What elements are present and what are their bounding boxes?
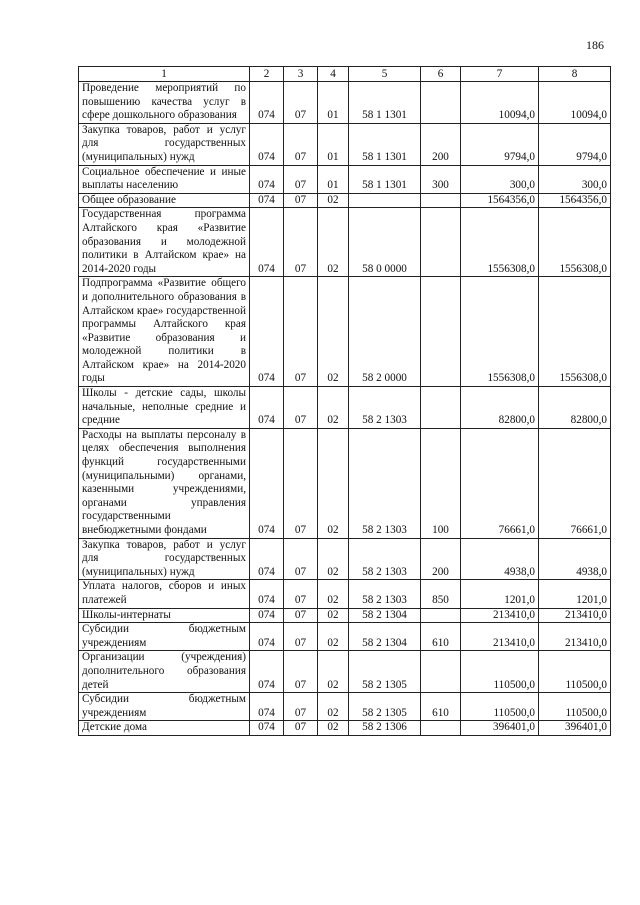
table-row bbox=[79, 580, 611, 608]
table-row bbox=[79, 721, 611, 736]
table-row bbox=[79, 123, 611, 165]
target-item-code: 58 2 1304 bbox=[349, 608, 421, 623]
amount-col8: 213410,0 bbox=[539, 623, 611, 651]
subsection-code: 01 bbox=[318, 123, 349, 165]
expense-type-code bbox=[421, 193, 461, 208]
table-row bbox=[79, 428, 611, 538]
expense-type-code: 200 bbox=[421, 538, 461, 580]
item-name: Организации (учреждения) дополнительного образования детей bbox=[79, 651, 250, 693]
target-item-code: 58 0 0000 bbox=[349, 208, 421, 277]
item-name: Закупка товаров, работ и услуг для государственных (муниципальных) нужд bbox=[79, 538, 250, 580]
target-item-code: 58 2 1306 bbox=[349, 721, 421, 736]
amount-col8: 213410,0 bbox=[539, 608, 611, 623]
item-name: Расходы на выплаты персоналу в целях обеспечения выполнения функций государственными (муниципальными) органами, казенными учреждениями, органами управления государственными внебюджетными фондами bbox=[79, 428, 250, 538]
item-name: Подпрограмма «Развитие общего и дополнительного образования в Алтайском крае» государственной программы Алтайского края «Развитие образования и молодежной политики в Алтайском крае» на 2014-2020 годы bbox=[79, 277, 250, 387]
item-name: Государственная программа Алтайского края «Развитие образования и молодежной политики в Алтайском крае» на 2014-2020 годы bbox=[79, 208, 250, 277]
expense-type-code bbox=[421, 277, 461, 387]
section-code: 07 bbox=[284, 693, 318, 721]
admin-code: 074 bbox=[250, 538, 284, 580]
admin-code: 074 bbox=[250, 623, 284, 651]
subsection-code: 02 bbox=[318, 277, 349, 387]
amount-col8: 76661,0 bbox=[539, 428, 611, 538]
table-row bbox=[79, 193, 611, 208]
admin-code: 074 bbox=[250, 193, 284, 208]
subsection-code: 01 bbox=[318, 165, 349, 193]
admin-code: 074 bbox=[250, 651, 284, 693]
item-name: Уплата налогов, сборов и иных платежей bbox=[79, 580, 250, 608]
header-cell-1: 1 bbox=[79, 67, 250, 82]
table-row bbox=[79, 82, 611, 124]
amount-col8: 10094,0 bbox=[539, 82, 611, 124]
target-item-code: 58 2 1303 bbox=[349, 428, 421, 538]
target-item-code: 58 2 1304 bbox=[349, 623, 421, 651]
item-name: Закупка товаров, работ и услуг для государственных (муниципальных) нужд bbox=[79, 123, 250, 165]
admin-code: 074 bbox=[250, 428, 284, 538]
amount-col8: 1564356,0 bbox=[539, 193, 611, 208]
subsection-code: 02 bbox=[318, 608, 349, 623]
section-code: 07 bbox=[284, 538, 318, 580]
item-name: Детские дома bbox=[79, 721, 250, 736]
section-code: 07 bbox=[284, 123, 318, 165]
expense-type-code: 610 bbox=[421, 693, 461, 721]
admin-code: 074 bbox=[250, 277, 284, 387]
item-name: Проведение мероприятий по повышению качества услуг в сфере дошкольного образования bbox=[79, 82, 250, 124]
table-row bbox=[79, 538, 611, 580]
amount-col7: 213410,0 bbox=[461, 608, 539, 623]
admin-code: 074 bbox=[250, 693, 284, 721]
amount-col8: 300,0 bbox=[539, 165, 611, 193]
item-name: Общее образование bbox=[79, 193, 250, 208]
item-name: Социальное обеспечение и иные выплаты населению bbox=[79, 165, 250, 193]
amount-col7: 1556308,0 bbox=[461, 277, 539, 387]
header-row bbox=[79, 67, 611, 82]
admin-code: 074 bbox=[250, 208, 284, 277]
target-item-code: 58 2 1305 bbox=[349, 651, 421, 693]
page-number: 186 bbox=[586, 38, 604, 52]
admin-code: 074 bbox=[250, 82, 284, 124]
subsection-code: 02 bbox=[318, 721, 349, 736]
amount-col8: 110500,0 bbox=[539, 693, 611, 721]
amount-col7: 110500,0 bbox=[461, 693, 539, 721]
amount-col7: 300,0 bbox=[461, 165, 539, 193]
header-cell-4: 4 bbox=[318, 67, 349, 82]
subsection-code: 02 bbox=[318, 428, 349, 538]
header-cell-7: 7 bbox=[461, 67, 539, 82]
target-item-code bbox=[349, 193, 421, 208]
table-row bbox=[79, 165, 611, 193]
expense-type-code bbox=[421, 721, 461, 736]
section-code: 07 bbox=[284, 580, 318, 608]
section-code: 07 bbox=[284, 651, 318, 693]
target-item-code: 58 2 1303 bbox=[349, 387, 421, 429]
item-name: Школы-интернаты bbox=[79, 608, 250, 623]
target-item-code: 58 2 1303 bbox=[349, 538, 421, 580]
admin-code: 074 bbox=[250, 580, 284, 608]
target-item-code: 58 2 0000 bbox=[349, 277, 421, 387]
table-row bbox=[79, 651, 611, 693]
header-cell-6: 6 bbox=[421, 67, 461, 82]
amount-col7: 1201,0 bbox=[461, 580, 539, 608]
header-cell-3: 3 bbox=[284, 67, 318, 82]
amount-col8: 82800,0 bbox=[539, 387, 611, 429]
amount-col7: 10094,0 bbox=[461, 82, 539, 124]
header-cell-8: 8 bbox=[539, 67, 611, 82]
amount-col8: 4938,0 bbox=[539, 538, 611, 580]
admin-code: 074 bbox=[250, 165, 284, 193]
subsection-code: 02 bbox=[318, 208, 349, 277]
amount-col8: 1201,0 bbox=[539, 580, 611, 608]
target-item-code: 58 2 1305 bbox=[349, 693, 421, 721]
expense-type-code bbox=[421, 387, 461, 429]
expense-type-code bbox=[421, 82, 461, 124]
section-code: 07 bbox=[284, 608, 318, 623]
amount-col8: 110500,0 bbox=[539, 651, 611, 693]
table-row bbox=[79, 277, 611, 387]
subsection-code: 02 bbox=[318, 580, 349, 608]
expense-type-code bbox=[421, 208, 461, 277]
amount-col7: 82800,0 bbox=[461, 387, 539, 429]
expense-type-code: 200 bbox=[421, 123, 461, 165]
item-name: Субсидии бюджетным учреждениям bbox=[79, 623, 250, 651]
budget-table bbox=[78, 66, 611, 736]
admin-code: 074 bbox=[250, 387, 284, 429]
amount-col7: 213410,0 bbox=[461, 623, 539, 651]
expense-type-code: 100 bbox=[421, 428, 461, 538]
section-code: 07 bbox=[284, 721, 318, 736]
amount-col7: 76661,0 bbox=[461, 428, 539, 538]
subsection-code: 01 bbox=[318, 82, 349, 124]
expense-type-code bbox=[421, 651, 461, 693]
subsection-code: 02 bbox=[318, 193, 349, 208]
amount-col7: 4938,0 bbox=[461, 538, 539, 580]
admin-code: 074 bbox=[250, 123, 284, 165]
header-cell-5: 5 bbox=[349, 67, 421, 82]
amount-col7: 110500,0 bbox=[461, 651, 539, 693]
target-item-code: 58 2 1303 bbox=[349, 580, 421, 608]
amount-col8: 396401,0 bbox=[539, 721, 611, 736]
amount-col8: 1556308,0 bbox=[539, 208, 611, 277]
expense-type-code bbox=[421, 608, 461, 623]
admin-code: 074 bbox=[250, 721, 284, 736]
expense-type-code: 610 bbox=[421, 623, 461, 651]
section-code: 07 bbox=[284, 82, 318, 124]
amount-col8: 9794,0 bbox=[539, 123, 611, 165]
target-item-code: 58 1 1301 bbox=[349, 82, 421, 124]
section-code: 07 bbox=[284, 277, 318, 387]
target-item-code: 58 1 1301 bbox=[349, 123, 421, 165]
section-code: 07 bbox=[284, 387, 318, 429]
expense-type-code: 300 bbox=[421, 165, 461, 193]
admin-code: 074 bbox=[250, 608, 284, 623]
section-code: 07 bbox=[284, 208, 318, 277]
section-code: 07 bbox=[284, 428, 318, 538]
item-name: Субсидии бюджетным учреждениям bbox=[79, 693, 250, 721]
expense-type-code: 850 bbox=[421, 580, 461, 608]
table-row bbox=[79, 608, 611, 623]
subsection-code: 02 bbox=[318, 651, 349, 693]
table-row bbox=[79, 693, 611, 721]
table-row bbox=[79, 623, 611, 651]
subsection-code: 02 bbox=[318, 623, 349, 651]
amount-col8: 1556308,0 bbox=[539, 277, 611, 387]
section-code: 07 bbox=[284, 193, 318, 208]
amount-col7: 9794,0 bbox=[461, 123, 539, 165]
table-row bbox=[79, 387, 611, 429]
subsection-code: 02 bbox=[318, 387, 349, 429]
section-code: 07 bbox=[284, 165, 318, 193]
header-cell-2: 2 bbox=[250, 67, 284, 82]
section-code: 07 bbox=[284, 623, 318, 651]
target-item-code: 58 1 1301 bbox=[349, 165, 421, 193]
table-row bbox=[79, 208, 611, 277]
subsection-code: 02 bbox=[318, 538, 349, 580]
subsection-code: 02 bbox=[318, 693, 349, 721]
amount-col7: 1564356,0 bbox=[461, 193, 539, 208]
table-body bbox=[79, 82, 611, 736]
item-name: Школы - детские сады, школы начальные, неполные средние и средние bbox=[79, 387, 250, 429]
amount-col7: 396401,0 bbox=[461, 721, 539, 736]
amount-col7: 1556308,0 bbox=[461, 208, 539, 277]
